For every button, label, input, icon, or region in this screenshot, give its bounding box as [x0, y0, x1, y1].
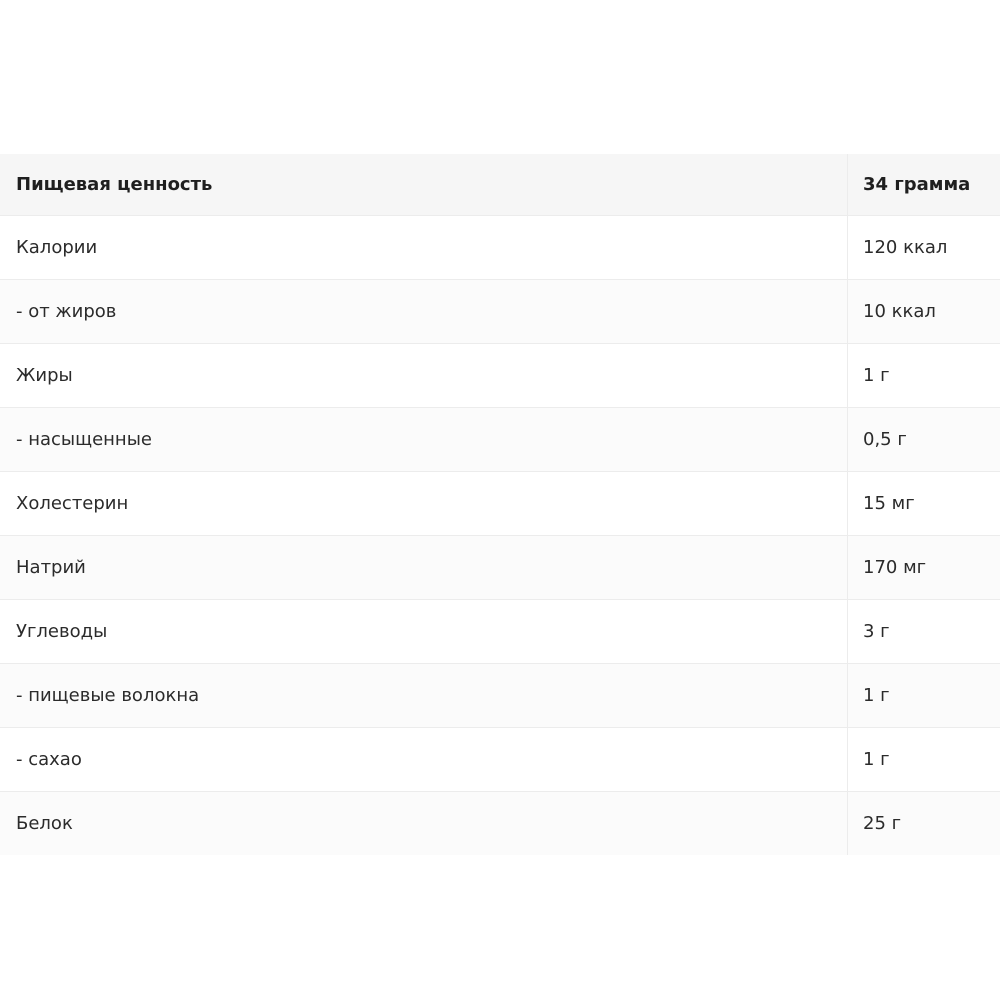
nutrient-value: 0,5 г — [863, 429, 907, 450]
nutrient-name: Углеводы — [0, 600, 848, 663]
nutrient-value: 25 г — [863, 813, 902, 834]
header-serving-size: 34 грамма — [863, 174, 971, 195]
table-row — [0, 216, 1000, 280]
header-nutrient-label: Пищевая ценность — [0, 154, 848, 215]
table-row — [0, 408, 1000, 472]
table-row — [0, 536, 1000, 600]
table-header-row — [0, 154, 1000, 216]
table-row — [0, 664, 1000, 728]
nutrient-value: 1 г — [863, 749, 890, 770]
nutrient-name: Калории — [0, 216, 848, 279]
nutrient-value: 170 мг — [863, 557, 927, 578]
table-row — [0, 792, 1000, 855]
nutrient-name: - пищевые волокна — [0, 664, 848, 727]
table-row — [0, 600, 1000, 664]
nutrient-value: 15 мг — [863, 493, 915, 514]
table-row — [0, 728, 1000, 792]
nutrient-name: - сахао — [0, 728, 848, 791]
table-row — [0, 344, 1000, 408]
nutrient-value: 1 г — [863, 365, 890, 386]
nutrient-name: Жиры — [0, 344, 848, 407]
nutrient-value: 10 ккал — [863, 301, 936, 322]
table-row — [0, 280, 1000, 344]
nutrient-value: 3 г — [863, 621, 890, 642]
nutrient-name: - от жиров — [0, 280, 848, 343]
table-row — [0, 472, 1000, 536]
nutrient-name: Белок — [0, 792, 848, 855]
nutrient-value: 1 г — [863, 685, 890, 706]
nutrition-table — [0, 154, 1000, 855]
nutrient-name: - насыщенные — [0, 408, 848, 471]
nutrient-value: 120 ккал — [863, 237, 948, 258]
nutrient-name: Холестерин — [0, 472, 848, 535]
nutrient-name: Натрий — [0, 536, 848, 599]
